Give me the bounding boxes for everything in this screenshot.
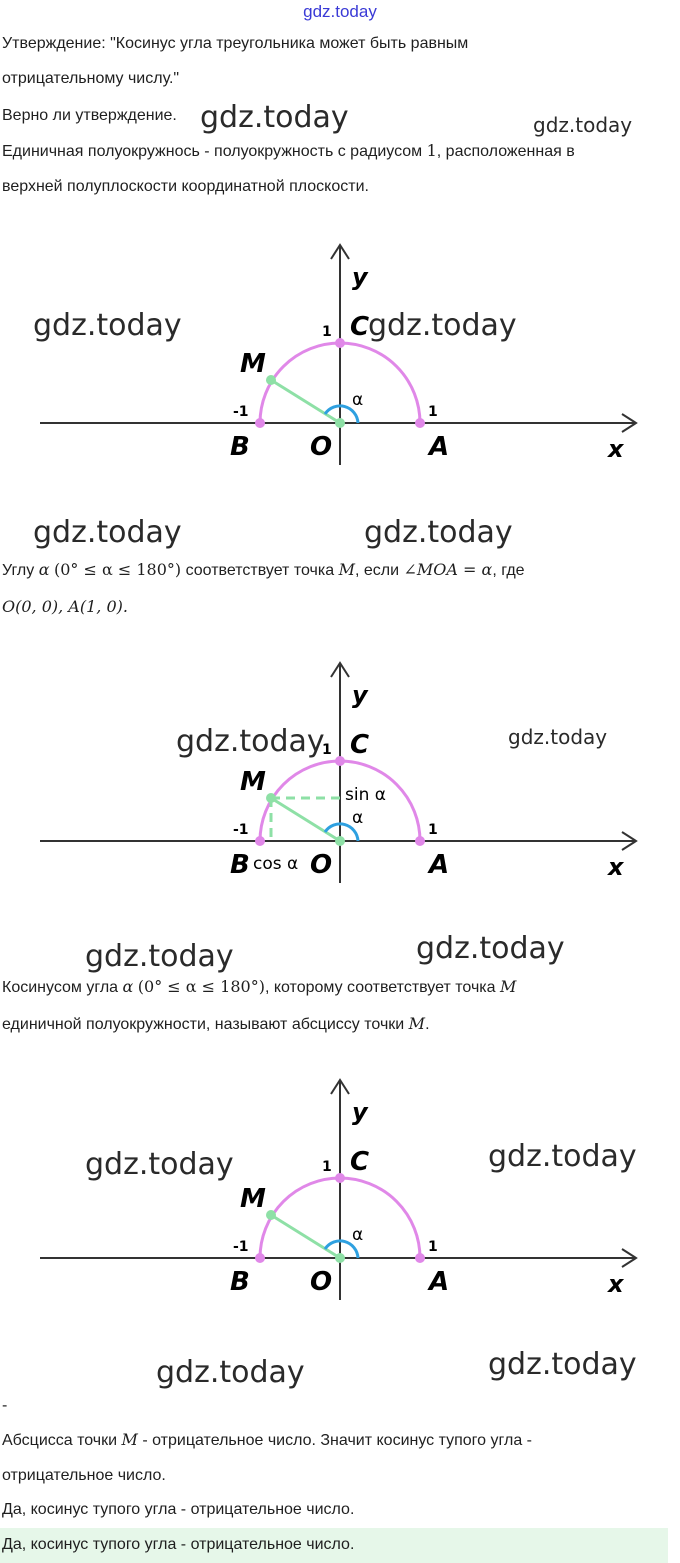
label-alpha: α	[352, 390, 364, 410]
label-one-x: 1	[428, 822, 438, 838]
point-c	[335, 756, 345, 766]
definition1-text-a: Единичная полуокружнось - полуокружность с радиусом	[2, 143, 427, 160]
label-alpha: α	[352, 808, 364, 828]
label-x: x	[608, 435, 624, 463]
definition2-text-3: , если	[354, 562, 404, 579]
definition1-line-2: верхней полуплоскости координатной плоскости.	[2, 178, 369, 195]
point-b	[255, 418, 265, 428]
point-c	[335, 1173, 345, 1183]
label-y: y	[352, 263, 368, 291]
conclusion-dash: -	[2, 1397, 8, 1414]
definition3-line-1	[2, 977, 516, 998]
label-a: A	[429, 1267, 450, 1297]
question-line: Верно ли утверждение.	[2, 107, 177, 124]
definition2-text-4: , где	[492, 562, 525, 579]
definition3-text-1: Косинусом угла	[2, 979, 123, 996]
definition2-angle: ∠MOA = α	[403, 560, 493, 579]
definition1-line-1	[2, 141, 575, 162]
label-y: y	[352, 681, 368, 709]
semicircle-figure-1	[0, 235, 680, 475]
definition3-text-3: единичной полуокружности, называют абсциссу точки	[2, 1016, 409, 1033]
label-c: C	[350, 1147, 370, 1177]
point-m	[266, 375, 276, 385]
label-o: O	[310, 432, 333, 462]
point-o	[335, 418, 345, 428]
statement-line-2: отрицательному числу."	[2, 70, 180, 87]
watermark: gdz.today	[488, 1139, 637, 1174]
point-a	[415, 836, 425, 846]
semicircle-figure-3	[0, 1070, 680, 1310]
definition3-text-2: , которому соответствует точка	[264, 979, 500, 996]
conclusion-text-b: - отрицательное число. Значит косинус тупого угла -	[137, 1432, 532, 1449]
conclusion-text-a: Абсцисса точки	[2, 1432, 122, 1449]
watermark: gdz.today	[33, 308, 182, 343]
label-m: M	[240, 349, 266, 379]
definition3-text-4: .	[425, 1016, 430, 1033]
point-b	[255, 836, 265, 846]
conclusion-m: M	[121, 1430, 138, 1449]
point-m	[266, 1210, 276, 1220]
label-sin-alpha: sin α	[345, 785, 386, 805]
label-one-y: 1	[322, 324, 332, 340]
label-alpha: α	[352, 1225, 364, 1245]
statement-line-1: Утверждение: "Косинус угла треугольника может быть равным	[2, 35, 469, 52]
label-m: M	[240, 1184, 266, 1214]
watermark: gdz.today	[176, 724, 325, 759]
definition2-text-2: соответствует точка	[181, 562, 339, 579]
watermark: gdz.today	[368, 308, 517, 343]
watermark: gdz.today	[85, 1147, 234, 1182]
watermark: gdz.today	[156, 1355, 305, 1390]
label-y: y	[352, 1098, 368, 1126]
watermark: gdz.today	[85, 939, 234, 974]
label-one-y: 1	[322, 742, 332, 758]
watermark: gdz.today	[416, 931, 565, 966]
label-a: A	[429, 850, 450, 880]
label-b: B	[230, 850, 250, 880]
definition2-m: M	[338, 560, 355, 579]
definition3-range: (0° ≤ α ≤ 180°)	[137, 977, 265, 996]
definition2-line-1	[2, 560, 525, 581]
definition2-line-2: O(0, 0), A(1, 0).	[2, 597, 128, 616]
watermark: gdz.today	[533, 113, 633, 137]
label-b: B	[230, 1267, 250, 1297]
definition3-line-2	[2, 1014, 430, 1035]
definition2-range: (0° ≤ α ≤ 180°)	[53, 560, 182, 579]
watermark: gdz.today	[200, 100, 349, 135]
label-x: x	[608, 1270, 624, 1298]
definition3-alpha: α	[122, 977, 134, 996]
point-m	[266, 793, 276, 803]
radius-om	[271, 798, 340, 841]
point-o	[335, 836, 345, 846]
definition1-text-b: , расположенная в	[436, 143, 575, 160]
point-a	[415, 1253, 425, 1263]
conclusion-line-1	[2, 1430, 532, 1451]
answer-box	[0, 1528, 668, 1563]
label-one-x: 1	[428, 404, 438, 420]
label-o: O	[310, 1267, 333, 1297]
label-minus-one: -1	[233, 404, 249, 420]
label-o: O	[310, 850, 333, 880]
watermark: gdz.today	[33, 515, 182, 550]
radius-om	[271, 1215, 340, 1258]
point-c	[335, 338, 345, 348]
label-one-x: 1	[428, 1239, 438, 1255]
label-b: B	[230, 432, 250, 462]
point-a	[415, 418, 425, 428]
radius-om	[271, 380, 340, 423]
watermark: gdz.today	[508, 725, 608, 749]
watermark: gdz.today	[488, 1347, 637, 1382]
label-x: x	[608, 853, 624, 881]
definition1-radius: 1	[426, 141, 437, 160]
conclusion-line-3: Да, косинус тупого угла - отрицательное число.	[2, 1501, 355, 1518]
label-cos-alpha: cos α	[253, 854, 299, 874]
definition3-m: M	[499, 977, 517, 996]
conclusion-line-2: отрицательное число.	[2, 1467, 166, 1484]
label-c: C	[350, 312, 370, 342]
watermark: gdz.today	[364, 515, 513, 550]
label-minus-one: -1	[233, 822, 249, 838]
point-b	[255, 1253, 265, 1263]
label-c: C	[350, 730, 370, 760]
label-a: A	[429, 432, 450, 462]
definition2-text-1: Углу	[2, 562, 39, 579]
point-o	[335, 1253, 345, 1263]
label-one-y: 1	[322, 1159, 332, 1175]
label-m: M	[240, 767, 266, 797]
site-header[interactable]: gdz.today	[303, 2, 377, 21]
label-minus-one: -1	[233, 1239, 249, 1255]
answer-text: Да, косинус тупого угла - отрицательное число.	[2, 1536, 355, 1553]
semicircle-figure-2	[0, 653, 680, 893]
definition3-m-2: M	[408, 1014, 426, 1033]
definition2-alpha: α	[38, 560, 50, 579]
